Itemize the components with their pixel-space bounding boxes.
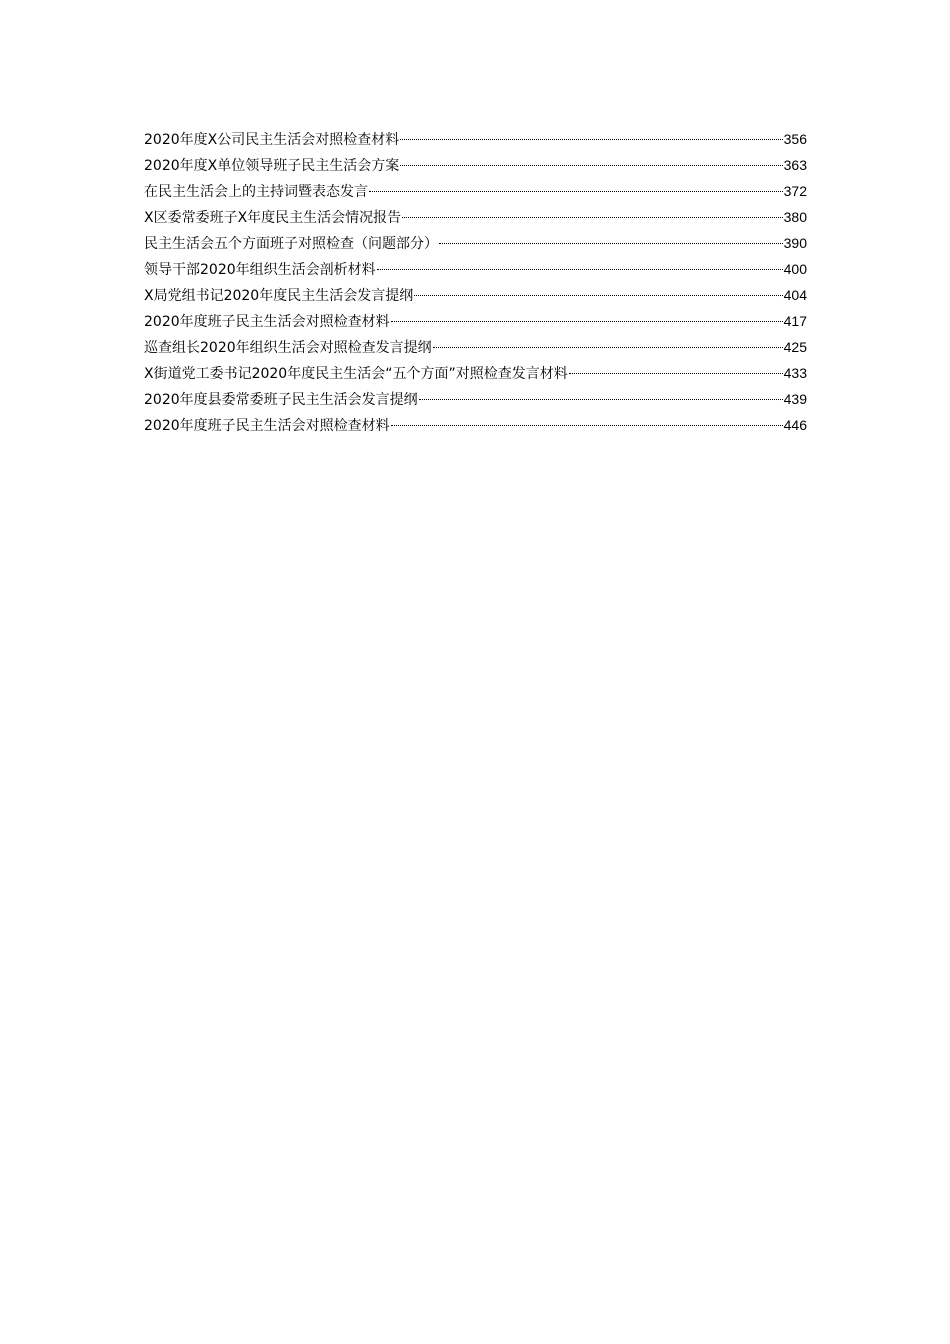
toc-entry-title: 2020年度班子民主生活会对照检查材料 <box>144 314 390 330</box>
toc-entry-title: 在民主生活会上的主持词暨表态发言 <box>144 184 368 200</box>
toc-dot-leader <box>377 269 783 270</box>
toc-dot-leader <box>391 425 783 426</box>
toc-dot-leader <box>419 399 783 400</box>
toc-entry[interactable] <box>144 360 807 386</box>
toc-dot-leader <box>400 139 782 140</box>
toc-entry-title: 2020年度X单位领导班子民主生活会方案 <box>144 158 400 174</box>
toc-entry-title: 民主生活会五个方面班子对照检查（问题部分） <box>144 236 438 252</box>
toc-entry-page-number: 380 <box>783 209 807 225</box>
toc-dot-leader <box>369 191 783 192</box>
toc-entry[interactable] <box>144 178 807 204</box>
toc-entry-page-number: 356 <box>783 131 807 147</box>
toc-entry-page-number: 400 <box>783 261 807 277</box>
toc-entry-title: X局党组书记2020年度民主生活会发言提纲 <box>144 288 414 304</box>
toc-entry-page-number: 390 <box>783 235 807 251</box>
toc-dot-leader <box>414 295 782 296</box>
toc-dot-leader <box>391 321 783 322</box>
toc-entry-title: X街道党工委书记2020年度民主生活会“五个方面”对照检查发言材料 <box>144 366 568 382</box>
toc-entry[interactable] <box>144 204 807 230</box>
toc-dot-leader <box>402 217 782 218</box>
toc-dot-leader <box>569 373 783 374</box>
toc-entry[interactable] <box>144 126 807 152</box>
toc-entry[interactable] <box>144 334 807 360</box>
toc-entry-page-number: 363 <box>783 157 807 173</box>
toc-entry-title: 领导干部2020年组织生活会剖析材料 <box>144 262 376 278</box>
toc-entry[interactable] <box>144 256 807 282</box>
toc-dot-leader <box>433 347 783 348</box>
toc-entry[interactable] <box>144 152 807 178</box>
toc-entry-page-number: 404 <box>783 287 807 303</box>
toc-entry-page-number: 425 <box>783 339 807 355</box>
toc-entry-page-number: 433 <box>783 365 807 381</box>
toc-entry[interactable] <box>144 386 807 412</box>
toc-entry-page-number: 439 <box>783 391 807 407</box>
toc-entry-title: 2020年度县委常委班子民主生活会发言提纲 <box>144 392 418 408</box>
toc-dot-leader <box>439 243 783 244</box>
toc-entry[interactable] <box>144 308 807 334</box>
toc-entry-title: X区委常委班子X年度民主生活会情况报告 <box>144 210 402 226</box>
toc-entry[interactable] <box>144 230 807 256</box>
toc-entry-page-number: 446 <box>783 417 807 433</box>
toc-entry[interactable] <box>144 412 807 438</box>
toc-entry[interactable] <box>144 282 807 308</box>
table-of-contents <box>144 126 807 438</box>
toc-entry-title: 巡查组长2020年组织生活会对照检查发言提纲 <box>144 340 432 356</box>
toc-entry-page-number: 372 <box>783 183 807 199</box>
toc-entry-title: 2020年度班子民主生活会对照检查材料 <box>144 418 390 434</box>
toc-entry-title: 2020年度X公司民主生活会对照检查材料 <box>144 132 400 148</box>
toc-dot-leader <box>400 165 782 166</box>
toc-entry-page-number: 417 <box>783 313 807 329</box>
